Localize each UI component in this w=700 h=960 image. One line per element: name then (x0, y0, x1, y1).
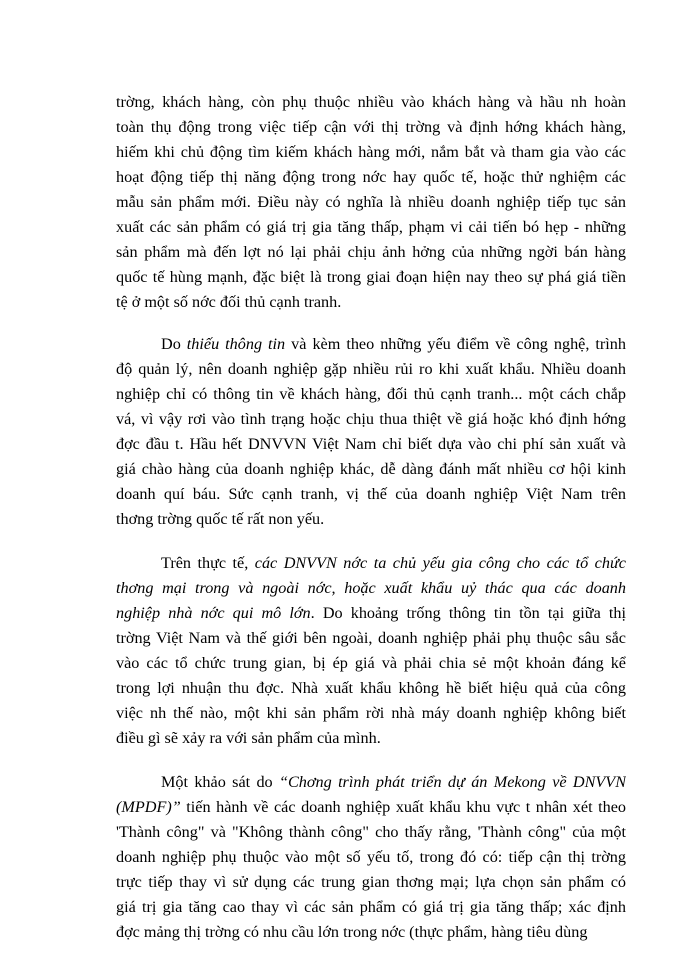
text-line (116, 140, 626, 165)
text-run: việc nh thế nào, một khi sản phẩm rời nhà máy doanh nghiệp không biết (116, 704, 626, 722)
text-line (116, 601, 626, 626)
text-run: trờng Việt Nam và thế giới bên ngoài, doanh nghiệp phải phụ thuộc sâu sắc (116, 629, 626, 647)
text-run: xuất các sản phẩm có giá trị gia tăng thấp, phạm vi cải tiến bó hẹp - những (116, 218, 626, 236)
text-run: . Do khoảng trống thông tin tồn tại giữa thị (310, 604, 626, 622)
italic-text: “Chơng trình phát triển dự án Mekong về DNVVN (279, 773, 626, 791)
text-line (116, 115, 626, 140)
text-run: mẫu sản phẩm mới. Điều này có nghĩa là nhiều doanh nghiệp tiếp tục sản (116, 193, 626, 211)
text-run: giá chào hàng của doanh nghiệp khác, dễ dàng đánh mất nhiều cơ hội kinh (116, 460, 626, 478)
text-run: tiến hành về các doanh nghiệp xuất khẩu khu vực t nhân xét theo (180, 798, 626, 816)
text-line (116, 190, 626, 215)
italic-text: nghiệp nhà nớc qui mô lớn (116, 604, 311, 622)
text-run: điều gì sẽ xảy ra với sản phẩm của mình. (116, 729, 381, 747)
text-run: giá trị gia tăng cao thay vì các sản phẩm có giá trị gia tăng thấp; xác định (116, 898, 626, 916)
text-line (116, 265, 626, 290)
text-line (116, 382, 626, 407)
text-line (116, 290, 626, 315)
italic-text: thiếu thông tin (186, 335, 286, 353)
paragraph-spacer (116, 315, 626, 332)
document-body (116, 90, 626, 945)
paragraph (116, 551, 626, 751)
text-run: Trên thực tế, (161, 554, 255, 572)
text-run: trực tiếp thay vì sử dụng các trung gian thơng mại; lựa chọn sản phẩm có (116, 873, 626, 891)
text-run: trong lợi nhuận thu đợc. Nhà xuất khẩu không hề biết hiệu quả của công (116, 679, 626, 697)
text-run: quốc tế hùng mạnh, đặc biệt là trong giai đoạn hiện nay theo sự phá giá tiền (116, 268, 626, 286)
text-line (116, 795, 626, 820)
text-line (116, 651, 626, 676)
italic-text: các DNVVN nớc ta chủ yếu gia công cho các tổ chức (254, 554, 626, 572)
text-line (116, 726, 626, 751)
text-run: Do (161, 335, 187, 353)
text-run: hoạt động tiếp thị năng động trong nớc hay quốc tế, hoặc thử nghiệm các (116, 168, 626, 186)
italic-text: thơng mại trong và ngoài nớc, hoặc xuất khẩu uỷ thác qua các doanh (116, 579, 626, 597)
text-line (116, 482, 626, 507)
text-line (116, 457, 626, 482)
paragraph (116, 332, 626, 532)
text-run: độ quản lý, nên doanh nghiệp gặp nhiều rủi ro khi xuất khẩu. Nhiều doanh (116, 360, 626, 378)
paragraph-spacer (116, 532, 626, 551)
text-line (116, 845, 626, 870)
text-line (116, 920, 626, 945)
text-line (116, 507, 626, 532)
text-run: vào các tổ chức trung gian, bị ép giá và phải chia sẻ một khoản đáng kể (116, 654, 626, 672)
text-line (116, 551, 626, 576)
text-line (116, 870, 626, 895)
text-line (116, 165, 626, 190)
text-line (116, 90, 626, 115)
text-line (116, 576, 626, 601)
text-run: nghiệp chỉ có thông tin về khách hàng, đối thủ cạnh tranh... một cách chắp (116, 385, 626, 403)
text-run: trờng, khách hàng, còn phụ thuộc nhiều vào khách hàng và hầu nh hoàn (116, 93, 626, 111)
text-line (116, 432, 626, 457)
text-line (116, 770, 626, 795)
text-run: thơng trờng quốc tế rất non yếu. (116, 510, 325, 528)
paragraph-spacer (116, 751, 626, 770)
text-line (116, 895, 626, 920)
text-line (116, 676, 626, 701)
paragraph (116, 90, 626, 315)
text-line (116, 407, 626, 432)
text-run: doanh nghiệp phụ thuộc vào một số yếu tố, trong đó có: tiếp cận thị trờng (116, 848, 626, 866)
text-run: 'Thành công" và "Không thành công" cho thấy rằng, 'Thành công" của một (116, 823, 626, 841)
text-line (116, 240, 626, 265)
text-line (116, 357, 626, 382)
text-run: đợc đầu t. Hầu hết DNVVN Việt Nam chỉ biết dựa vào chi phí sản xuất và (116, 435, 626, 453)
text-run: Một khảo sát do (161, 773, 279, 791)
text-run: hiếm khi chủ động tìm kiếm khách hàng mới, nắm bắt và tham gia vào các (116, 143, 626, 161)
text-run: tệ ở một số nớc đối thủ cạnh tranh. (116, 293, 342, 311)
text-line (116, 215, 626, 240)
text-run: và kèm theo những yếu điểm về công nghệ, trình (285, 335, 626, 353)
text-run: sản phẩm mà đến lợt nó lại phải chịu ảnh hởng của những ngời bán hàng (116, 243, 626, 261)
italic-text: (MPDF)” (116, 798, 181, 816)
text-line (116, 701, 626, 726)
text-run: đợc mảng thị trờng có nhu cầu lớn trong nớc (thực phẩm, hàng tiêu dùng (116, 923, 588, 941)
text-run: vá, vì vậy rơi vào tình trạng hoặc chịu thua thiệt về giá hoặc khó định hớng (116, 410, 626, 428)
text-line (116, 626, 626, 651)
paragraph (116, 770, 626, 945)
text-line (116, 332, 626, 357)
text-run: toàn thụ động trong việc tiếp cận với thị trờng và định hớng khách hàng, (116, 118, 626, 136)
text-line (116, 820, 626, 845)
text-run: doanh quí báu. Sức cạnh tranh, vị thế của doanh nghiệp Việt Nam trên (116, 485, 626, 503)
